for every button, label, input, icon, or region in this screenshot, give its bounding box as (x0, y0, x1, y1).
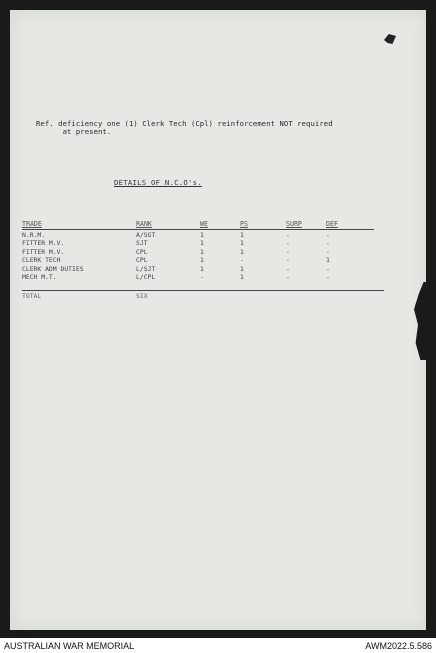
cell-surp: - (286, 231, 290, 239)
cell-surp: - (286, 247, 290, 256)
archive-footer (0, 638, 436, 653)
cell-ps: - (240, 256, 244, 265)
cell-ps: 1 (240, 264, 244, 273)
cell-surp: - (286, 256, 290, 265)
header-def: DEF (326, 220, 338, 228)
cell-def: - (326, 247, 330, 256)
table-rule-bottom (22, 290, 384, 291)
cell-rank: L/SJT (136, 264, 156, 273)
header-rank: RANK (136, 220, 152, 228)
header-surp: SURP (286, 220, 302, 228)
table-rule-top (22, 229, 374, 230)
cell-surp: - (286, 272, 290, 281)
cell-surp: - (286, 239, 290, 248)
section-heading: DETAILS OF N.C.O's. (114, 178, 202, 187)
footer-institution: AUSTRALIAN WAR MEMORIAL (4, 641, 135, 651)
cell-ps: 1 (240, 247, 244, 256)
table-body (22, 231, 382, 281)
cell-we: 1 (200, 231, 204, 239)
table-row (22, 231, 382, 239)
cell-def: - (326, 272, 330, 281)
cell-rank: SJT (136, 239, 148, 248)
cell-trade: CLERK ADM DUTIES (22, 264, 84, 273)
header-we: WE (200, 220, 208, 228)
cell-rank: A/SGT (136, 231, 156, 239)
cell-we: 1 (200, 239, 204, 248)
cell-def: - (326, 264, 330, 273)
table-row (22, 273, 382, 281)
cell-ps: 1 (240, 272, 244, 281)
header-ps: PS (240, 220, 248, 228)
cell-trade: MECH M.T. (22, 272, 57, 281)
cell-we: - (200, 272, 204, 281)
table-row (22, 239, 382, 247)
cell-rank: CPL (136, 247, 148, 256)
cell-def: 1 (326, 256, 330, 265)
cell-we: 1 (200, 256, 204, 265)
reference-note: Ref. deficiency one (1) Clerk Tech (Cpl) reinforcement NOT required at present. (36, 119, 333, 136)
cell-trade: FITTER M.V. (22, 247, 65, 256)
cell-def: - (326, 239, 330, 248)
cell-trade: CLERK TECH (22, 256, 61, 265)
header-trade: TRADE (22, 220, 42, 228)
table-total-row (22, 292, 382, 301)
cell-def: - (326, 231, 330, 239)
document-page (10, 10, 426, 630)
cell-we: 1 (200, 264, 204, 273)
cell-rank: CPL (136, 256, 148, 265)
cell-trade: N.R.M. (22, 231, 46, 239)
table-row (22, 248, 382, 256)
total-value: SIX (136, 292, 148, 300)
table-row (22, 265, 382, 273)
cell-rank: L/CPL (136, 272, 156, 281)
footer-accession-number: AWM2022.5.586 (365, 641, 432, 651)
cell-we: 1 (200, 247, 204, 256)
total-label: TOTAL (22, 292, 42, 300)
cell-surp: - (286, 264, 290, 273)
cell-trade: FITTER M.V. (22, 239, 65, 248)
cell-ps: 1 (240, 239, 244, 248)
cell-ps: 1 (240, 231, 244, 239)
table-row (22, 256, 382, 264)
